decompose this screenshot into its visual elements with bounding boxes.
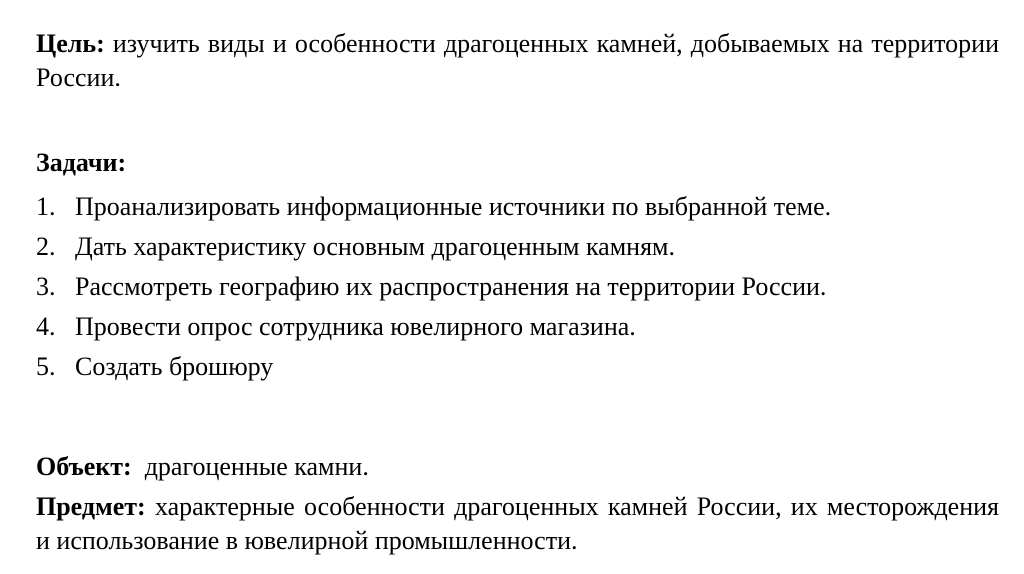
- goal-label: Цель:: [36, 29, 105, 58]
- tasks-list: [36, 190, 999, 390]
- task-text: Рассмотреть географию их распространения на территории России.: [75, 272, 827, 301]
- task-text: Провести опрос сотрудника ювелирного магазина.: [75, 312, 636, 341]
- task-number: 1.: [36, 192, 56, 221]
- task-text: Дать характеристику основным драгоценным камням.: [75, 232, 676, 261]
- task-item: [36, 270, 999, 310]
- tasks-heading: [36, 146, 999, 180]
- task-number: 4.: [36, 312, 56, 341]
- object-label: Объект:: [36, 452, 132, 481]
- task-number: 3.: [36, 272, 56, 301]
- subject-text: характерные особенности драгоценных камней России, их месторождения и использование в ювелирной промышленности.: [36, 492, 999, 555]
- task-item: [36, 310, 999, 350]
- task-number: 5.: [36, 352, 56, 381]
- goal-paragraph: [36, 27, 999, 95]
- task-text: Создать брошюру: [75, 352, 274, 381]
- task-item: [36, 350, 999, 390]
- subject-paragraph: [36, 490, 999, 558]
- subject-label: Предмет:: [36, 492, 146, 521]
- object-text: драгоценные камни.: [131, 452, 369, 481]
- task-number: 2.: [36, 232, 56, 261]
- object-paragraph: [36, 450, 999, 484]
- tasks-label: Задачи:: [36, 148, 127, 177]
- task-item: [36, 190, 999, 230]
- task-text: Проанализировать информационные источники по выбранной теме.: [75, 192, 832, 221]
- task-item: [36, 230, 999, 270]
- goal-text: изучить виды и особенности драгоценных камней, добываемых на территории России.: [36, 29, 999, 92]
